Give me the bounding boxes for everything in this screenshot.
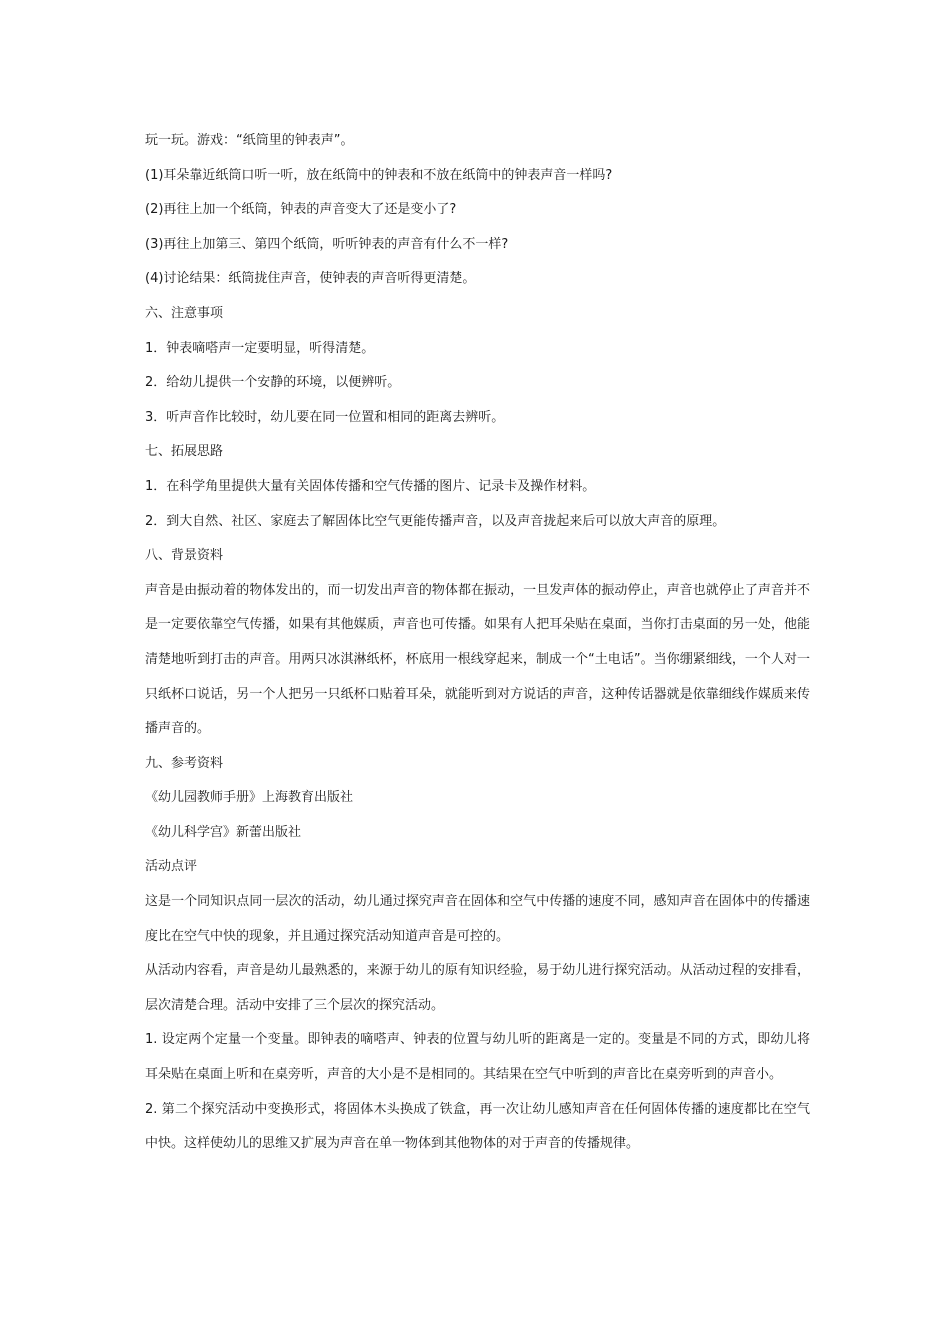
game-intro: 玩一玩。游戏：“纸筒里的钟表声”。 xyxy=(145,133,354,148)
extension-item-1: 1．在科学角里提供大量有关固体传播和空气传播的图片、记录卡及操作材料。 xyxy=(145,478,596,494)
section-heading-background: 八、背景资料 xyxy=(145,548,224,564)
section-heading-references: 九、参考资料 xyxy=(145,755,224,771)
game-step-4: (4)讨论结果：纸筒拢住声音，使钟表的声音听得更清楚。 xyxy=(145,271,476,287)
review-paragraph-1: 这是一个同知识点同一层次的活动，幼儿通过探究声音在固体和空气中传播的速度不同，感知声音在固体中的传播速度比在空气中快的现象，并且通过探究活动知道声音是可控的。 xyxy=(145,894,810,944)
note-item-3: 3．听声音作比较时，幼儿要在同一位置和相同的距离去辨听。 xyxy=(145,409,505,425)
section-heading-extension: 七、拓展思路 xyxy=(145,444,224,460)
game-step-1: (1)耳朵靠近纸筒口听一听，放在纸筒中的钟表和不放在纸筒中的钟表声音一样吗? xyxy=(145,167,613,183)
reference-item-1: 《幼儿园教师手册》上海教育出版社 xyxy=(145,790,354,806)
note-item-2: 2．给幼儿提供一个安静的环境，以便辨听。 xyxy=(145,375,401,391)
document-body xyxy=(145,124,810,1162)
section-heading-notes: 六、注意事项 xyxy=(145,305,224,321)
background-paragraph: 声音是由振动着的物体发出的，而一切发出声音的物体都在振动，一旦发声体的振动停止，声音也就停止了声音并不是一定要依靠空气传播，如果有其他媒质，声音也可传播。如果有人把耳朵贴在桌面，当你打击桌面的另一处，他能清楚地听到打击的声音。用两只冰淇淋纸杯，杯底用一根线穿起来，制成一个“土电话”。当你绷紧细线，一个人对一只纸杯口说话，另一个人把另一只纸杯口贴着耳朵，就能听到对方说话的声音，这种传话器就是依靠细线作媒质来传播声音的。 xyxy=(145,582,810,737)
note-item-1: 1．钟表嘀嗒声一定要明显，听得清楚。 xyxy=(145,340,375,356)
review-item-1: 1. 设定两个定量一个变量。即钟表的嘀嗒声、钟表的位置与幼儿听的距离是一定的。变量是不同的方式，即幼儿将耳朵贴在桌面上听和在桌旁听，声音的大小是不是相同的。其结果在空气中听到的声音比在桌旁听到的声音小。 xyxy=(145,1032,810,1083)
section-heading-review: 活动点评 xyxy=(145,859,198,875)
game-step-2: (2)再往上加一个纸筒，钟表的声音变大了还是变小了? xyxy=(145,202,457,218)
game-step-3: (3)再往上加第三、第四个纸筒，听听钟表的声音有什么不一样? xyxy=(145,236,509,252)
review-paragraph-2: 从活动内容看，声音是幼儿最熟悉的，来源于幼儿的原有知识经验，易于幼儿进行探究活动。从活动过程的安排看，层次清楚合理。活动中安排了三个层次的探究活动。 xyxy=(145,963,810,1013)
review-item-2: 2. 第二个探究活动中变换形式，将固体木头换成了铁盒，再一次让幼儿感知声音在任何固体传播的速度都比在空气中快。这样使幼儿的思维又扩展为声音在单一物体到其他物体的对于声音的传播规律。 xyxy=(145,1101,810,1152)
extension-item-2: 2．到大自然、社区、家庭去了解固体比空气更能传播声音，以及声音拢起来后可以放大声音的原理。 xyxy=(145,513,726,529)
reference-item-2: 《幼儿科学宫》新蕾出版社 xyxy=(145,824,302,840)
